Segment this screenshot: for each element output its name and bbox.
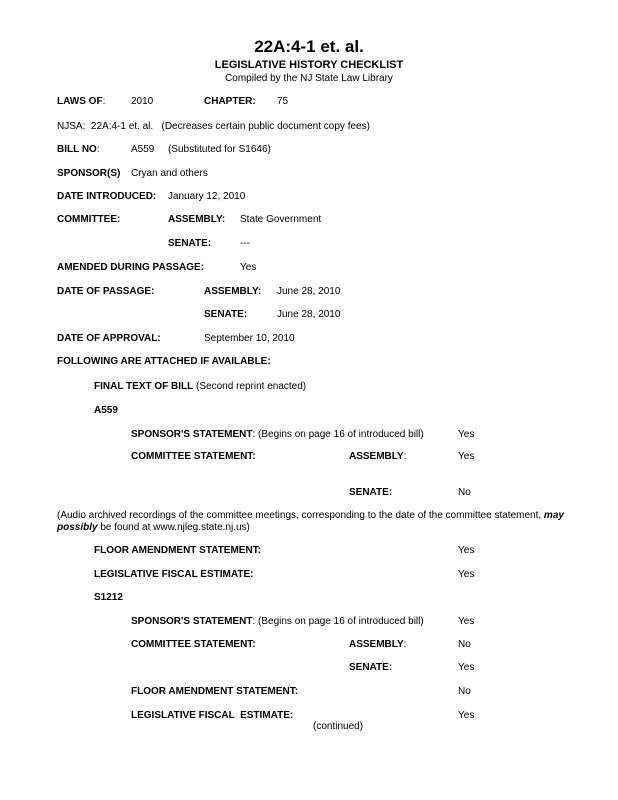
a559-sponsor-statement [131,429,424,441]
s1212-sponsor-statement-value: Yes [458,616,475,627]
s1212-senate-label: SENATE: [349,662,393,673]
amended-label: AMENDED DURING PASSAGE: [57,262,205,273]
document-citation: 22A:4-1 et. al. [254,37,364,56]
laws-of-field [57,96,105,108]
bill-no-label: BILL NO [57,144,97,155]
a559-committee-statement-label: COMMITTEE STATEMENT: [131,451,256,462]
date-introduced-label: DATE INTRODUCED: [57,191,157,202]
laws-of-value: 2010 [131,96,154,107]
s1212-assembly-label: ASSEMBLY [349,639,404,650]
a559-senate-value: No [458,487,471,498]
s1212-sponsor-statement [131,616,424,628]
passage-assembly-value: June 28, 2010 [277,286,341,297]
audio-note-part1: (Audio archived recordings of the committee meetings, corresponding to the date of the committee statement, [57,510,544,521]
date-of-passage-label: DATE OF PASSAGE: [57,286,155,297]
bill-no-field [57,144,100,156]
final-text-label: FINAL TEXT OF BILL [94,381,194,392]
a559-sponsor-statement-note: : (Begins on page 16 of introduced bill) [252,429,424,440]
floor-amendment-label: FLOOR AMENDMENT STATEMENT: [94,545,262,556]
chapter-label: CHAPTER: [204,96,256,107]
s1212-floor-amendment-value: No [458,686,471,697]
s1212-committee-statement-label: COMMITTEE STATEMENT: [131,639,256,650]
a559-assembly-field [349,451,406,463]
s1212-floor-amendment-label: FLOOR AMENDMENT STATEMENT: [131,686,299,697]
a559-assembly-label: ASSEMBLY [349,451,404,462]
s1212-heading: S1212 [94,592,123,603]
s1212-assembly-colon: : [403,639,407,650]
a559-assembly-colon: : [403,451,407,462]
chapter-value: 75 [277,96,289,107]
fiscal-estimate-label: LEGISLATIVE FISCAL ESTIMATE: [94,569,254,580]
passage-senate-value: June 28, 2010 [277,309,341,320]
sponsors-value: Cryan and others [131,168,208,179]
a559-sponsor-statement-label: SPONSOR'S STATEMENT [131,429,253,440]
document-title: LEGISLATIVE HISTORY CHECKLIST [214,59,404,71]
bill-no-value: A559 [131,144,155,155]
final-text-note: (Second reprint enacted) [193,381,307,392]
sponsors-label: SPONSOR(S) [57,168,121,179]
fiscal-estimate-value: Yes [458,569,475,580]
committee-label: COMMITTEE: [57,214,121,225]
s1212-fiscal-estimate-label: LEGISLATIVE FISCAL ESTIMATE: [131,710,294,721]
s1212-sponsor-statement-note: : (Begins on page 16 of introduced bill) [252,616,424,627]
s1212-assembly-value: No [458,639,471,650]
laws-of-colon: : [102,96,106,107]
floor-amendment-value: Yes [458,545,475,556]
audio-note-emphasis: may possibly [57,510,564,533]
a559-heading: A559 [94,405,118,416]
s1212-sponsor-statement-label: SPONSOR'S STATEMENT [131,616,253,627]
compiled-by: Compiled by the NJ State Law Library [225,73,393,84]
final-text-line [94,381,306,393]
a559-assembly-value: Yes [458,451,475,462]
audio-note-part2: be found at www.njleg.state.nj.us) [97,522,250,533]
date-of-approval-value: September 10, 2010 [204,333,295,344]
s1212-fiscal-estimate-value: Yes [458,710,475,721]
passage-senate-label: SENATE: [204,309,248,320]
date-of-approval-label: DATE OF APPROVAL: [57,333,161,344]
committee-assembly-label: ASSEMBLY: [168,214,226,225]
continued-note: (continued) [313,721,364,732]
passage-assembly-label: ASSEMBLY: [204,286,262,297]
a559-senate-label: SENATE: [349,487,393,498]
audio-note [57,510,602,534]
date-introduced-value: January 12, 2010 [168,191,246,202]
s1212-senate-value: Yes [458,662,475,673]
bill-no-colon: : [96,144,100,155]
committee-senate-value: --- [240,238,250,249]
laws-of-label: LAWS OF [57,96,103,107]
njsa-line: NJSA: 22A:4-1 et. al. (Decreases certain public document copy fees) [57,121,370,132]
s1212-assembly-field [349,639,406,651]
bill-no-note: (Substituted for S1646) [168,144,271,155]
a559-sponsor-statement-value: Yes [458,429,475,440]
committee-assembly-value: State Government [240,214,322,225]
amended-value: Yes [240,262,257,273]
committee-senate-label: SENATE: [168,238,212,249]
attached-heading: FOLLOWING ARE ATTACHED IF AVAILABLE: [57,356,271,367]
